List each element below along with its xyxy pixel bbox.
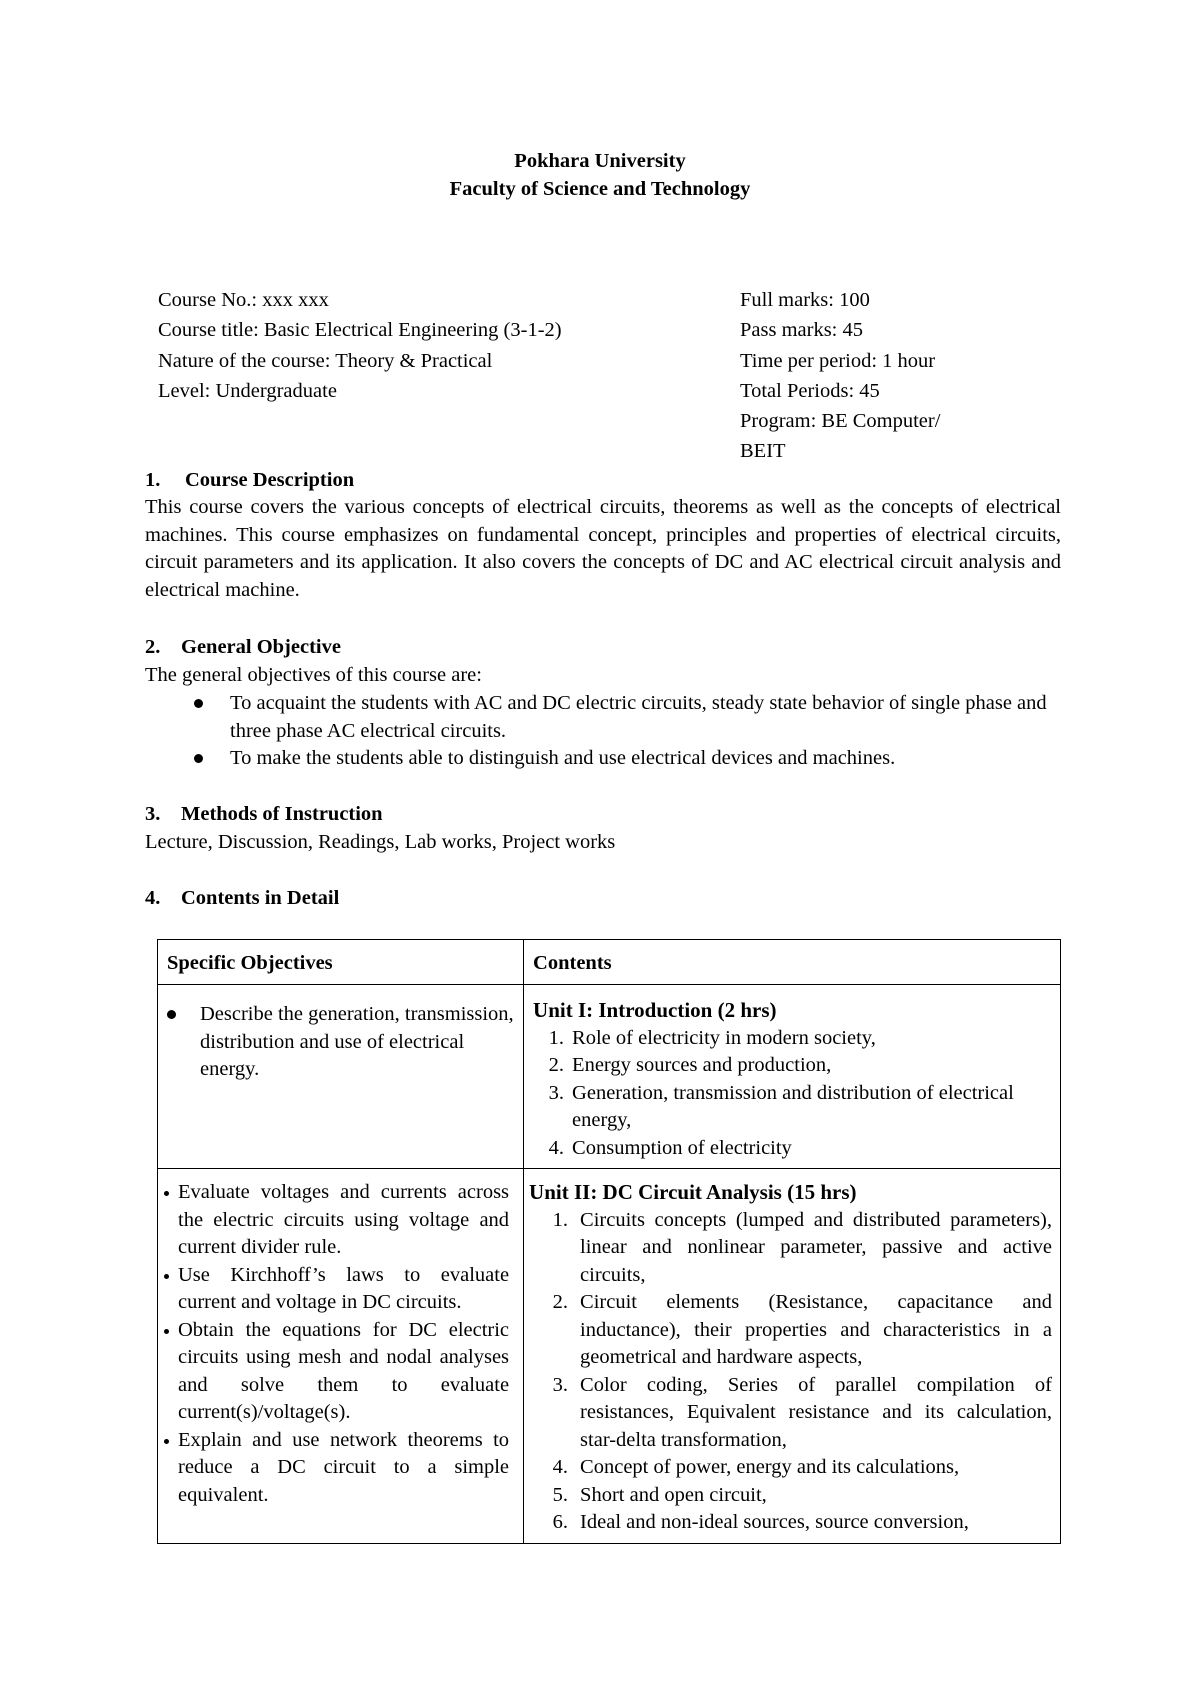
list-item	[524, 1509, 1052, 1537]
general-objective-list	[145, 690, 1065, 773]
item-number: 6.	[552, 1511, 569, 1533]
section-1-number: 1.	[145, 469, 161, 491]
item-number: 2.	[552, 1291, 569, 1313]
list-item: Use Kirchhoff’s laws to evaluate current and voltage in DC circuits.	[158, 1262, 515, 1317]
list-item	[524, 1372, 1052, 1455]
section-2-heading	[145, 634, 341, 662]
list-item: Describe the generation, transmission, distribution and use of electrical energy.	[158, 1001, 515, 1084]
list-item: Explain and use network theorems to reduce a DC circuit to a simple equivalent.	[158, 1427, 515, 1510]
general-objective-intro: The general objectives of this course are:	[145, 664, 482, 686]
header-specific-objectives: Specific Objectives	[167, 952, 333, 974]
course-info-right	[740, 285, 1040, 467]
table-row	[158, 985, 1061, 1169]
course-info-left	[158, 285, 718, 406]
section-1-title: Course Description	[185, 469, 355, 491]
objectives-cell	[158, 985, 524, 1169]
section-2-number: 2.	[145, 636, 161, 658]
list-item: To acquaint the students with AC and DC electric circuits, steady state behavior of single phase and three phase AC electrical circuits.	[145, 690, 1065, 745]
list-item	[524, 1482, 1052, 1510]
item-number: 2.	[548, 1054, 565, 1076]
section-3-number: 3.	[145, 803, 161, 825]
unit-items	[524, 1025, 1060, 1169]
item-text: Generation, transmission and distribution of electrical energy,	[572, 1081, 1014, 1131]
item-text: Energy sources and production,	[572, 1054, 832, 1076]
objectives-cell	[158, 1169, 524, 1544]
section-4-heading	[145, 885, 339, 913]
objectives-list	[158, 985, 523, 1098]
item-number: 4.	[552, 1456, 569, 1478]
pass-marks: Pass marks: 45	[740, 319, 863, 342]
section-3-title: Methods of Instruction	[181, 803, 383, 825]
item-number: 4.	[548, 1136, 565, 1159]
course-title: Course title: Basic Electrical Engineering (3-1-2)	[158, 319, 562, 342]
item-text: Ideal and non-ideal sources, source conversion,	[580, 1511, 969, 1533]
contents-table	[157, 939, 1061, 1544]
methods-of-instruction-text: Lecture, Discussion, Readings, Lab works, Project works	[145, 831, 616, 853]
item-number: 3.	[548, 1081, 565, 1104]
item-text: Color coding, Series of parallel compilation of resistances, Equivalent resistance and its calculation, star-delta transformation,	[580, 1373, 1052, 1451]
course-nature: Nature of the course: Theory & Practical	[158, 349, 493, 372]
item-number: 1.	[548, 1026, 565, 1049]
document-header	[0, 147, 1200, 203]
list-item	[524, 1052, 1052, 1080]
faculty-name: Faculty of Science and Technology	[449, 178, 751, 200]
time-per-period: Time per period: 1 hour	[740, 349, 936, 372]
program: Program: BE Computer/ BEIT	[740, 410, 941, 463]
table-header-cell	[524, 940, 1061, 985]
course-description-text: This course covers the various concepts of electrical circuits, theorems as well as the concepts of electrical machines. This course emphasizes on fundamental concept, principles and properties of electrical circuits, circuit parameters and its application. It also covers the concepts of DC and AC electrical circuit analysis and electrical machine.	[145, 496, 1061, 601]
item-text: Short and open circuit,	[580, 1483, 767, 1506]
item-number: 3.	[552, 1373, 569, 1396]
section-2-title: General Objective	[181, 636, 341, 658]
list-item	[524, 1135, 1052, 1163]
objectives-list	[158, 1169, 523, 1523]
course-level: Level: Undergraduate	[158, 379, 337, 402]
item-text: Consumption of electricity	[572, 1136, 792, 1159]
total-periods: Total Periods: 45	[740, 379, 880, 402]
item-number: 5.	[552, 1483, 569, 1506]
contents-cell	[524, 1169, 1061, 1544]
course-number: Course No.: xxx xxx	[158, 289, 329, 311]
list-item	[524, 1207, 1052, 1290]
contents-cell	[524, 985, 1061, 1169]
list-item: To make the students able to distinguish and use electrical devices and machines.	[145, 745, 1065, 773]
list-item: Evaluate voltages and currents across the electric circuits using voltage and current divider rule.	[158, 1179, 515, 1262]
table-header-row	[158, 940, 1061, 985]
table-row	[158, 1169, 1061, 1544]
university-name: Pokhara University	[514, 150, 686, 172]
item-text: Role of electricity in modern society,	[572, 1026, 876, 1049]
section-1-heading	[145, 467, 354, 495]
full-marks: Full marks: 100	[740, 289, 870, 311]
item-text: Circuits concepts (lumped and distributed parameters), linear and nonlinear parameter, passive and active circuits,	[580, 1208, 1052, 1286]
list-item	[524, 1289, 1052, 1372]
list-item	[524, 1080, 1052, 1135]
section-3-heading	[145, 801, 383, 829]
section-4-number: 4.	[145, 887, 161, 909]
unit-title: Unit I: Introduction (2 hrs)	[533, 998, 777, 1022]
item-text: Concept of power, energy and its calculations,	[580, 1456, 960, 1478]
item-text: Circuit elements (Resistance, capacitance and inductance), their properties and characteristics in a geometrical and hardware aspects,	[580, 1291, 1052, 1368]
unit-title: Unit II: DC Circuit Analysis (15 hrs)	[529, 1180, 857, 1204]
list-item	[524, 1454, 1052, 1482]
item-number: 1.	[552, 1208, 569, 1231]
table-header-cell	[158, 940, 524, 985]
header-contents: Contents	[533, 952, 612, 974]
list-item	[524, 1025, 1052, 1053]
section-4-title: Contents in Detail	[181, 887, 340, 909]
list-item: Obtain the equations for DC electric circuits using mesh and nodal analyses and solve them to evaluate current(s)/voltage(s).	[158, 1317, 515, 1427]
unit-items	[524, 1207, 1060, 1543]
